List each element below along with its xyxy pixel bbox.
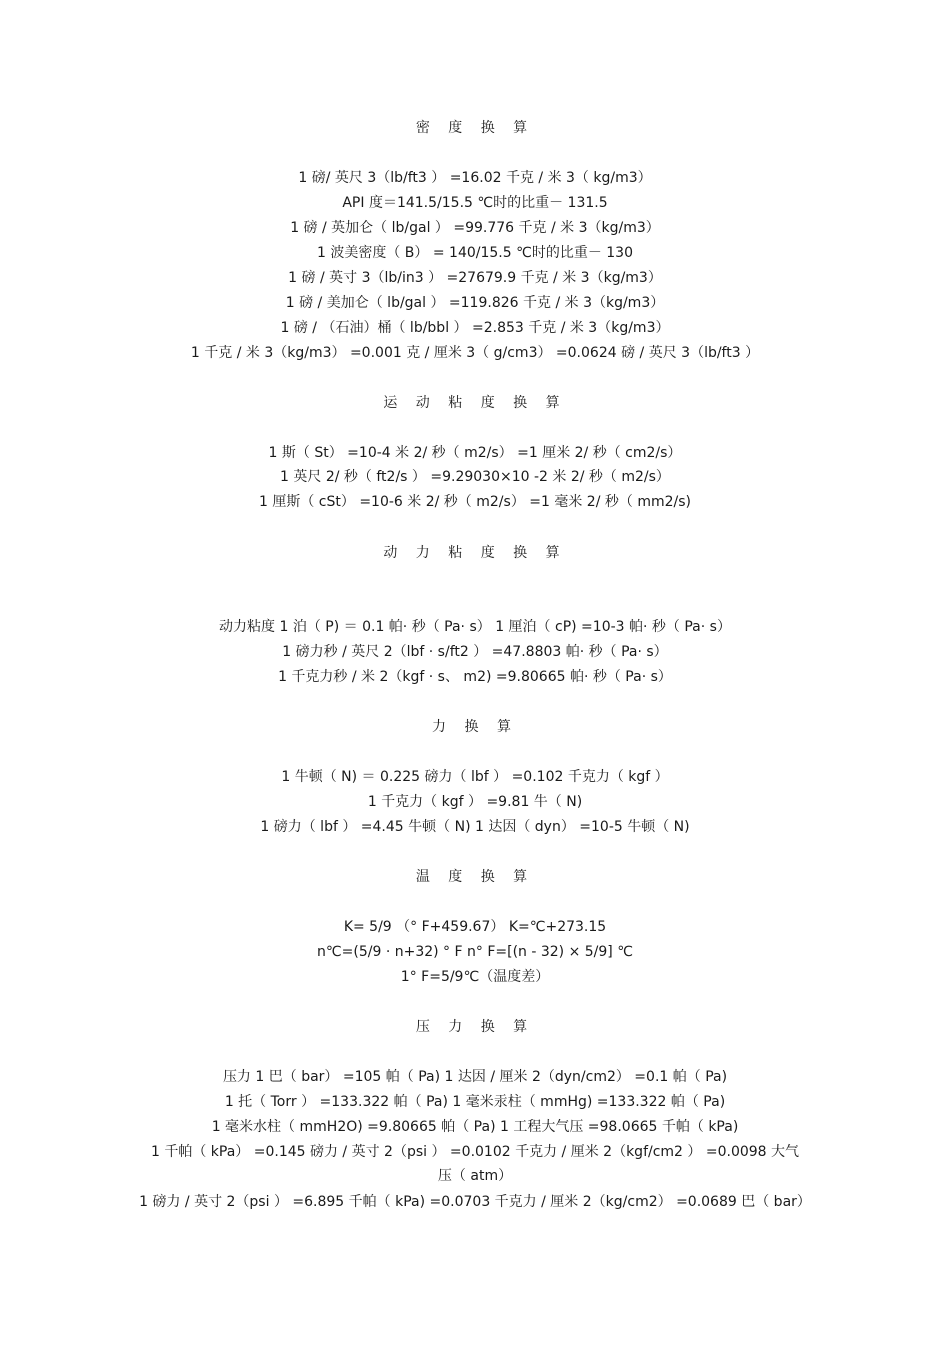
section-heading-dynamic-viscosity: 动 力 粘 度 换 算 xyxy=(383,545,567,561)
density-line-2: API 度＝141.5/15.5 ℃时的比重－ 131.5 xyxy=(342,195,608,211)
density-line-5: 1 磅 / 英寸 3（lb/in3 ） =27679.9 千克 / 米 3（kg/m3） xyxy=(288,270,662,286)
force-line-2: 1 千克力（ kgf ） =9.81 牛（ N) xyxy=(367,794,583,810)
density-line-1: 1 磅/ 英尺 3（lb/ft3 ） =16.02 千克 / 米 3（ kg/m3） xyxy=(298,170,652,186)
density-line-8: 1 千克 / 米 3（kg/m3） =0.001 克 / 厘米 3（ g/cm3） =0.0624 磅 / 英尺 3（lb/ft3 ） xyxy=(190,345,760,361)
density-line-6: 1 磅 / 美加仑（ lb/gal ） =119.826 千克 / 米 3（kg/m3） xyxy=(285,295,665,311)
temperature-line-3: 1° F=5/9℃（温度差） xyxy=(400,969,550,985)
density-line-7: 1 磅 / （石油）桶（ lb/bbl ） =2.853 千克 / 米 3（kg/m3） xyxy=(280,320,670,336)
section-heading-kinematic-viscosity: 运 动 粘 度 换 算 xyxy=(383,395,567,411)
temperature-line-2: n℃=(5/9 · n+32) ° F n° F=[(n - 32) × 5/9] ℃ xyxy=(317,944,633,960)
section-heading-density: 密 度 换 算 xyxy=(415,120,535,136)
density-line-4: 1 波美密度（ B） = 140/15.5 ℃时的比重－ 130 xyxy=(317,245,633,261)
dynamic-viscosity-line-3: 1 千克力秒 / 米 2（kgf · s、 m2) =9.80665 帕· 秒（ Pa· s） xyxy=(278,669,672,685)
dynamic-viscosity-line-2: 1 磅力秒 / 英尺 2（lbf · s/ft2 ） =47.8803 帕· 秒（ Pa· s） xyxy=(282,644,668,660)
kinematic-viscosity-line-3: 1 厘斯（ cSt） =10-6 米 2/ 秒（ m2/s） =1 毫米 2/ 秒（ mm2/s) xyxy=(259,494,691,510)
kinematic-viscosity-line-2: 1 英尺 2/ 秒（ ft2/s ） =9.29030×10 -2 米 2/ 秒（ m2/s） xyxy=(280,469,670,485)
pressure-line-2: 1 托（ Torr ） =133.322 帕（ Pa) 1 毫米汞柱（ mmHg) =133.322 帕（ Pa) xyxy=(224,1094,726,1110)
section-heading-temperature: 温 度 换 算 xyxy=(415,869,535,885)
pressure-line-4: 1 千帕（ kPa） =0.145 磅力 / 英寸 2（psi ） =0.0102 千克力 / 厘米 2（kgf/cm2 ） =0.0098 大气 xyxy=(150,1144,800,1160)
pressure-line-1: 压力 1 巴（ bar） =105 帕（ Pa) 1 达因 / 厘米 2（dyn/cm2） =0.1 帕（ Pa) xyxy=(222,1069,728,1085)
pressure-line-5: 压（ atm） xyxy=(437,1168,513,1184)
pressure-line-6: 1 磅力 / 英寸 2（psi ） =6.895 千帕（ kPa) =0.0703 千克力 / 厘米 2（kg/cm2） =0.0689 巴（ bar） xyxy=(139,1194,811,1210)
temperature-line-1: K= 5/9 （° F+459.67） K=℃+273.15 xyxy=(343,919,607,935)
pressure-line-3: 1 毫米水柱（ mmH2O) =9.80665 帕（ Pa) 1 工程大气压 =98.0665 千帕（ kPa) xyxy=(211,1119,739,1135)
dynamic-viscosity-line-1: 动力粘度 1 泊（ P) ＝ 0.1 帕· 秒（ Pa· s） 1 厘泊（ cP) =10-3 帕· 秒（ Pa· s） xyxy=(219,619,731,635)
section-heading-force: 力 换 算 xyxy=(432,719,518,735)
force-line-1: 1 牛顿（ N) ＝ 0.225 磅力（ lbf ） =0.102 千克力（ kgf ） xyxy=(281,769,669,785)
force-line-3: 1 磅力（ lbf ） =4.45 牛顿（ N) 1 达因（ dyn） =10-5 牛顿（ N) xyxy=(260,819,690,835)
density-line-3: 1 磅 / 英加仑（ lb/gal ） =99.776 千克 / 米 3（kg/m3） xyxy=(290,220,660,236)
section-heading-pressure: 压 力 换 算 xyxy=(415,1019,535,1035)
kinematic-viscosity-line-1: 1 斯（ St） =10-4 米 2/ 秒（ m2/s） =1 厘米 2/ 秒（ cm2/s） xyxy=(268,445,682,461)
